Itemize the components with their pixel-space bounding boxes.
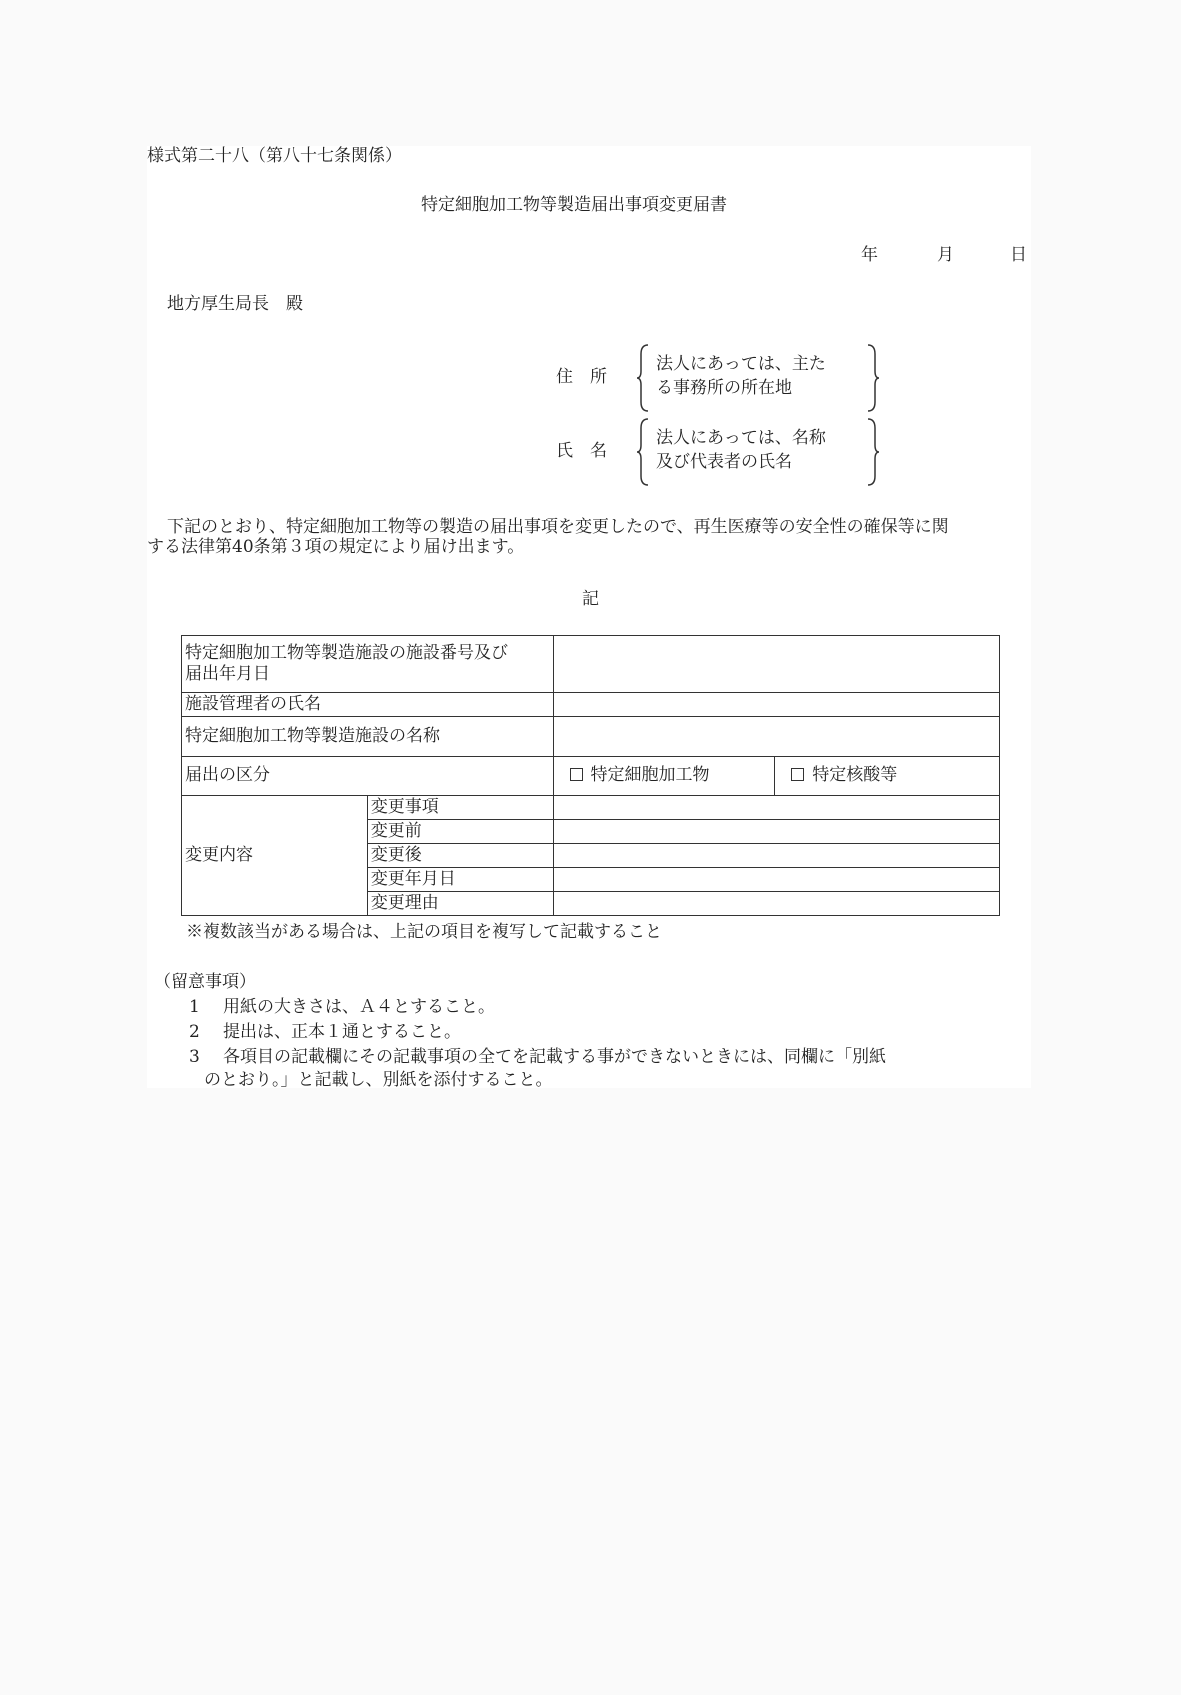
table-row [182,717,1000,757]
address-note-line1: 法人にあっては、主た [656,354,826,374]
note-2-text: 提出は、正本１通とすること。 [223,1022,461,1042]
note-1-number: 1 [189,997,200,1017]
facility-number-field[interactable] [553,636,1000,693]
body-text-line2: する法律第40条第３項の規定により届け出ます。 [147,537,525,557]
note-2-number: 2 [189,1022,200,1042]
checkbox-cell-product[interactable] [570,768,583,781]
manager-name-field[interactable] [553,693,1000,717]
right-brace-icon [866,344,880,412]
change-before-label: 変更前 [367,820,553,844]
document-title: 特定細胞加工物等製造届出事項変更届書 [421,195,727,215]
table-note: ※複数該当がある場合は、上記の項目を複写して記載すること [186,922,662,942]
addressee: 地方厚生局長 殿 [167,294,303,314]
change-date-label: 変更年月日 [367,868,553,892]
table-row [182,796,1000,820]
change-reason-field[interactable] [553,892,1000,916]
change-after-field[interactable] [553,844,1000,868]
date-month: 月 [937,245,954,265]
left-brace-icon [636,344,650,412]
change-before-field[interactable] [553,820,1000,844]
ki-heading: 記 [582,589,599,609]
left-brace-icon [636,418,650,486]
facility-name-label: 特定細胞加工物等製造施設の名称 [182,717,554,757]
table-row [182,757,1000,796]
facility-name-field[interactable] [553,717,1000,757]
category-label: 届出の区分 [182,757,554,796]
note-1-text: 用紙の大きさは、Ａ４とすること。 [223,997,495,1017]
category-option-cell [775,757,1000,796]
note-3-continuation: のとおり。」と記載し、別紙を添付すること。 [204,1070,553,1090]
category-option2-label: 特定核酸等 [812,765,898,786]
change-date-field[interactable] [553,868,1000,892]
table-row [182,636,1000,693]
change-content-label: 変更内容 [182,796,368,916]
notes-heading: （留意事項） [154,972,256,992]
right-brace-icon [866,418,880,486]
facility-number-label: 特定細胞加工物等製造施設の施設番号及び 届出年月日 [182,636,554,693]
address-label: 住 所 [556,367,607,387]
body-text-line1: 下記のとおり、特定細胞加工物等の製造の届出事項を変更したので、再生医療等の安全性の確保等に関 [167,517,949,537]
name-note-line2: 及び代表者の氏名 [656,452,792,472]
category-option-cell [553,757,775,796]
change-item-label: 変更事項 [367,796,553,820]
address-note-line2: る事務所の所在地 [656,378,792,398]
change-after-label: 変更後 [367,844,553,868]
form-table [181,635,1000,916]
category-option1-label: 特定細胞加工物 [590,765,710,786]
table-row [182,693,1000,717]
checkbox-nucleic-acid[interactable] [791,768,804,781]
name-label: 氏 名 [556,441,607,461]
document-sheet [147,146,1031,1088]
form-number: 様式第二十八（第八十七条関係） [147,146,402,166]
change-item-field[interactable] [553,796,1000,820]
date-year: 年 [861,245,878,265]
date-day: 日 [1010,245,1027,265]
change-reason-label: 変更理由 [367,892,553,916]
note-3-text: 各項目の記載欄にその記載事項の全てを記載する事ができないときには、同欄に「別紙 [223,1047,886,1067]
manager-name-label: 施設管理者の氏名 [182,693,554,717]
note-3-number: 3 [189,1047,200,1067]
name-note-line1: 法人にあっては、名称 [656,428,826,448]
